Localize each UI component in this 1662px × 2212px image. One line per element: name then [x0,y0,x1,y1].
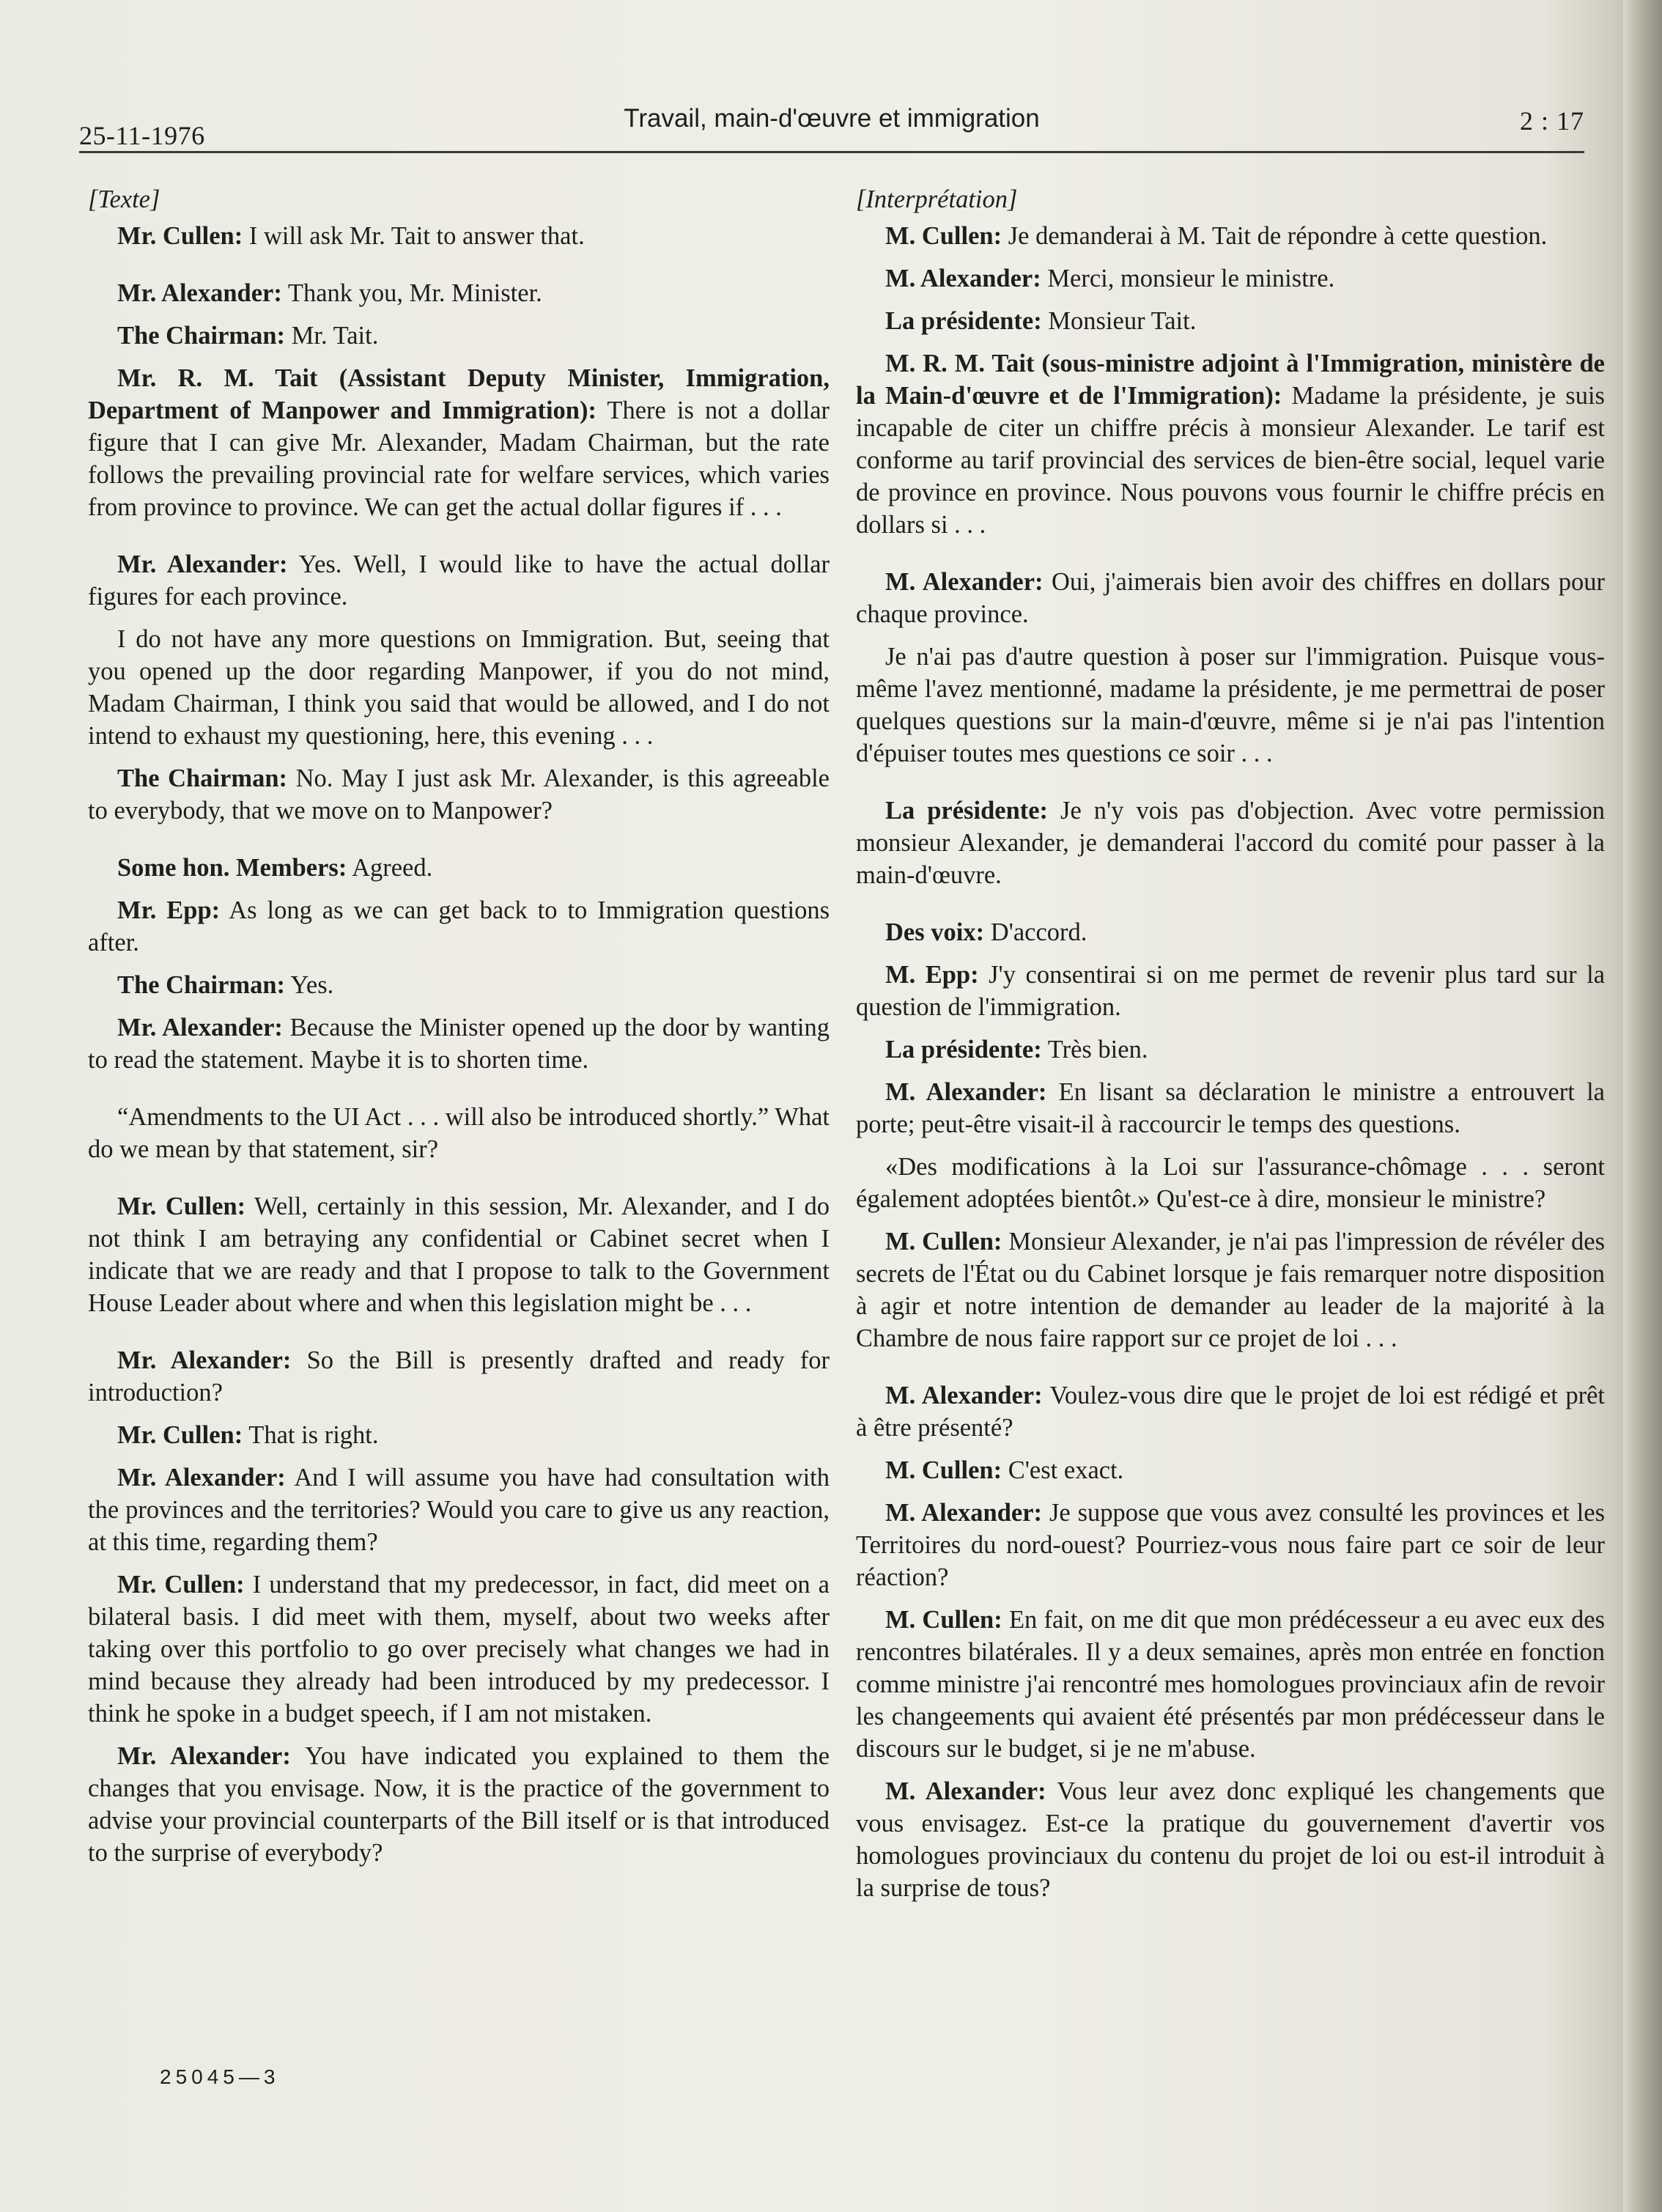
paragraph [856,1497,1605,1593]
speaker: M. Cullen: [885,1228,1002,1256]
speech: I do not have any more questions on Immigration. But, seeing that you opened up the door regarding Manpower, if you do not mind, Madam Chairman, I think you said that would be allowed, and I do not intend to exhaust my questioning, here, this evening . . . [88,625,830,750]
paragraph [856,1604,1605,1765]
paragraph [88,548,830,613]
page-edge-shadow [1623,0,1662,2212]
speech: I will ask Mr. Tait to answer that. [248,222,585,250]
speech: Yes. Well, I would like to have the actual dollar figures for each province. [88,550,830,611]
speech: As long as we can get back to to Immigration questions after. [88,896,830,956]
speaker: Some hon. Members: [117,854,347,882]
speaker: Mr. Alexander: [117,1464,286,1492]
paragraph [856,262,1605,295]
paragraph [856,1151,1605,1215]
speaker: M. Cullen: [885,222,1002,250]
speaker: The Chairman: [117,971,286,999]
paragraph [856,795,1605,891]
paragraph [856,1033,1605,1066]
speech: Je n'ai pas d'autre question à poser sur l'immigration. Puisque vous-même l'avez mentionné, madame la présidente, je me permettrai de poser quelques questions sur la main-d'œuvre, même si je n'ai pas l'intention d'épuiser toutes mes questions ce soir . . . [856,643,1605,767]
speech: J'y consentirai si on me permet de revenir plus tard sur la question de l'immigration. [856,961,1606,1021]
speech: Because the Minister opened up the door by wanting to read the statement. Maybe it is to shorten time. [88,1014,830,1074]
speech: Vous leur avez donc expliqué les changements que vous envisagez. Est-ce la pratique du gouvernement d'avertir vos homologues provinciaux du contenu du projet de loi ou est-il introduit à la surprise de tous? [856,1777,1605,1902]
speech: I understand that my predecessor, in fact, did meet on a bilateral basis. I did meet with them, myself, about two weeks after taking over this portfolio to go over precisely what changes we had in mind because they already had been introduced by my predecessor. I think he spoke in a budget speech, if I am not mistaken. [88,1571,830,1728]
paragraph [88,969,830,1001]
speech: En lisant sa déclaration le ministre a entrouvert la porte; peut-être visait-il à raccourcir le temps des questions. [856,1078,1605,1138]
paragraph [856,959,1605,1023]
speaker: Mr. Epp: [117,896,221,924]
header-rule [79,151,1584,153]
speech: Mr. Tait. [291,322,379,350]
header-title: Travail, main-d'œuvre et immigration [624,104,1040,133]
speaker: M. R. M. Tait (sous-ministre adjoint à l'Immigration, ministère de la Main-d'œuvre et de l'Immigration): [856,350,1605,410]
speech: Thank you, Mr. Minister. [287,279,542,307]
paragraph [856,566,1605,630]
speaker: The Chairman: [117,764,287,792]
paragraph [88,1461,830,1558]
speech: «Des modifications à la Loi sur l'assurance-chômage . . . seront également adoptées bientôt.» Qu'est-ce à dire, monsieur le ministre? [856,1153,1605,1213]
speech: “Amendments to the UI Act . . . will also be introduced shortly.” What do we mean by that statement, sir? [88,1103,830,1163]
speaker: La présidente: [885,797,1049,825]
paragraph [856,916,1605,948]
speech: D'accord. [990,918,1087,946]
speaker: M. Alexander: [885,568,1044,596]
paragraph [88,1419,830,1451]
speech: Je demanderai à M. Tait de répondre à cette question. [1008,222,1548,250]
speech: Monsieur Alexander, je n'ai pas l'impression de révéler des secrets de l'État ou du Cabinet lorsque je fais remarquer notre disposition à agir et notre intention de demander au leader de la majorité à la Chambre de nous faire rapport sur ce projet de loi . . . [856,1228,1605,1352]
paragraph [88,1568,830,1730]
speech: You have indicated you explained to them the changes that you envisage. Now, it is the practice of the government to advise your provincial counterparts of the Bill itself or is that introduced to the surprise of everybody? [88,1742,830,1867]
right-column-french [856,183,1605,1914]
speaker: La présidente: [885,1036,1042,1063]
section-label: [Texte] [88,185,160,213]
paragraph [88,1190,830,1319]
paragraph [856,1454,1605,1486]
speech: Je suppose que vous avez consulté les provinces et les Territoires du nord-ouest? Pourriez-vous nous faire part ce soir de leur réaction? [856,1499,1605,1591]
speech: Yes. [290,971,334,999]
speech: And I will assume you have had consultation with the provinces and the territories? Would you care to give us any reaction, at this time, regarding them? [88,1464,830,1556]
speech: Voulez-vous dire que le projet de loi est rédigé et prêt à être présenté? [856,1382,1605,1442]
speaker: Mr. Cullen: [117,1571,245,1599]
speaker: Mr. Alexander: [117,279,282,307]
paragraph [856,347,1605,541]
speaker: Mr. Alexander: [117,550,288,578]
paragraph [856,1775,1605,1904]
paragraph [88,1011,830,1076]
speaker: Des voix: [885,918,985,946]
speech: No. May I just ask Mr. Alexander, is this agreeable to everybody, that we move on to Manpower? [88,764,830,825]
paragraph [88,762,830,827]
paragraph [856,1379,1605,1444]
header-date: 25-11-1976 [79,121,205,150]
speaker: Mr. Alexander: [117,1014,283,1042]
footer-code: 25045—3 [160,2065,280,2088]
paragraph [856,305,1605,337]
speech: Madame la présidente, je suis incapable de citer un chiffre précis à monsieur Alexander. Le tarif est conforme au tarif provincial des services de bien-être social, lequel varie de province en province. Nous pouvons vous fournir le chiffre précis en dollars si . . . [856,382,1605,539]
paragraph [88,1740,830,1869]
paragraph [88,320,830,352]
page-header [79,104,1584,155]
left-column-english [88,183,830,1879]
paragraph [88,220,830,252]
speech: Oui, j'aimerais bien avoir des chiffres en dollars pour chaque province. [856,568,1606,628]
speaker: The Chairman: [117,322,286,350]
paragraph [88,1344,830,1409]
speaker: Mr. Cullen: [117,1421,243,1449]
paragraph [856,220,1605,252]
speaker: Mr. R. M. Tait (Assistant Deputy Minister, Immigration, Department of Manpower and Immigration): [88,364,830,424]
speech: Merci, monsieur le ministre. [1047,265,1335,292]
paragraph [856,641,1605,770]
paragraph [88,1101,830,1165]
speech: There is not a dollar figure that I can give Mr. Alexander, Madam Chairman, but the rate follows the prevailing provincial rate for welfare services, which varies from province to province. We can get the actual dollar figures if . . . [88,397,830,521]
speech: En fait, on me dit que mon prédécesseur a eu avec eux des rencontres bilatérales. Il y a deux semaines, après mon entrée en fonction comme ministre j'ai rencontré mes homologues provinciaux afin de revoir les changeements qui avaient été présentés par mon prédécesseur dans le discours sur le budget, si je ne m'abuse. [856,1606,1606,1763]
speaker: Mr. Cullen: [117,222,243,250]
speaker: Mr. Alexander: [117,1742,291,1770]
speaker: M. Cullen: [885,1606,1002,1634]
speaker: Mr. Cullen: [117,1192,246,1220]
paragraph [88,362,830,523]
speaker: Mr. Alexander: [117,1346,292,1374]
speech: Agreed. [352,854,433,882]
speech: That is right. [248,1421,379,1449]
speech: Well, certainly in this session, Mr. Alexander, and I do not think I am betraying any confidential or Cabinet secret when I indicate that we are ready and that I propose to talk to the Government House Leader about where and when this legislation might be . . . [88,1192,830,1317]
paragraph [856,1076,1605,1140]
paragraph [88,894,830,959]
speaker: M. Alexander: [885,1499,1043,1527]
speech: Très bien. [1047,1036,1148,1063]
speaker: M. Epp: [885,961,979,989]
paragraph [88,623,830,752]
paragraph [856,1225,1605,1354]
header-page-number: 2 : 17 [1519,106,1584,136]
speaker: M. Alexander: [885,1078,1047,1106]
speaker: M. Cullen: [885,1456,1002,1484]
paragraph [88,277,830,309]
speech: Je n'y vois pas d'objection. Avec votre permission monsieur Alexander, je demanderai l'accord du comité pour passer à la main-d'œuvre. [856,797,1605,889]
speaker: M. Alexander: [885,265,1041,292]
paragraph [88,852,830,884]
speaker: La présidente: [885,307,1042,335]
speech: Monsieur Tait. [1048,307,1197,335]
speech: So the Bill is presently drafted and ready for introduction? [88,1346,830,1407]
speaker: M. Alexander: [885,1382,1043,1409]
speaker: M. Alexander: [885,1777,1046,1805]
speech: C'est exact. [1008,1456,1124,1484]
section-label: [Interprétation] [856,185,1018,213]
